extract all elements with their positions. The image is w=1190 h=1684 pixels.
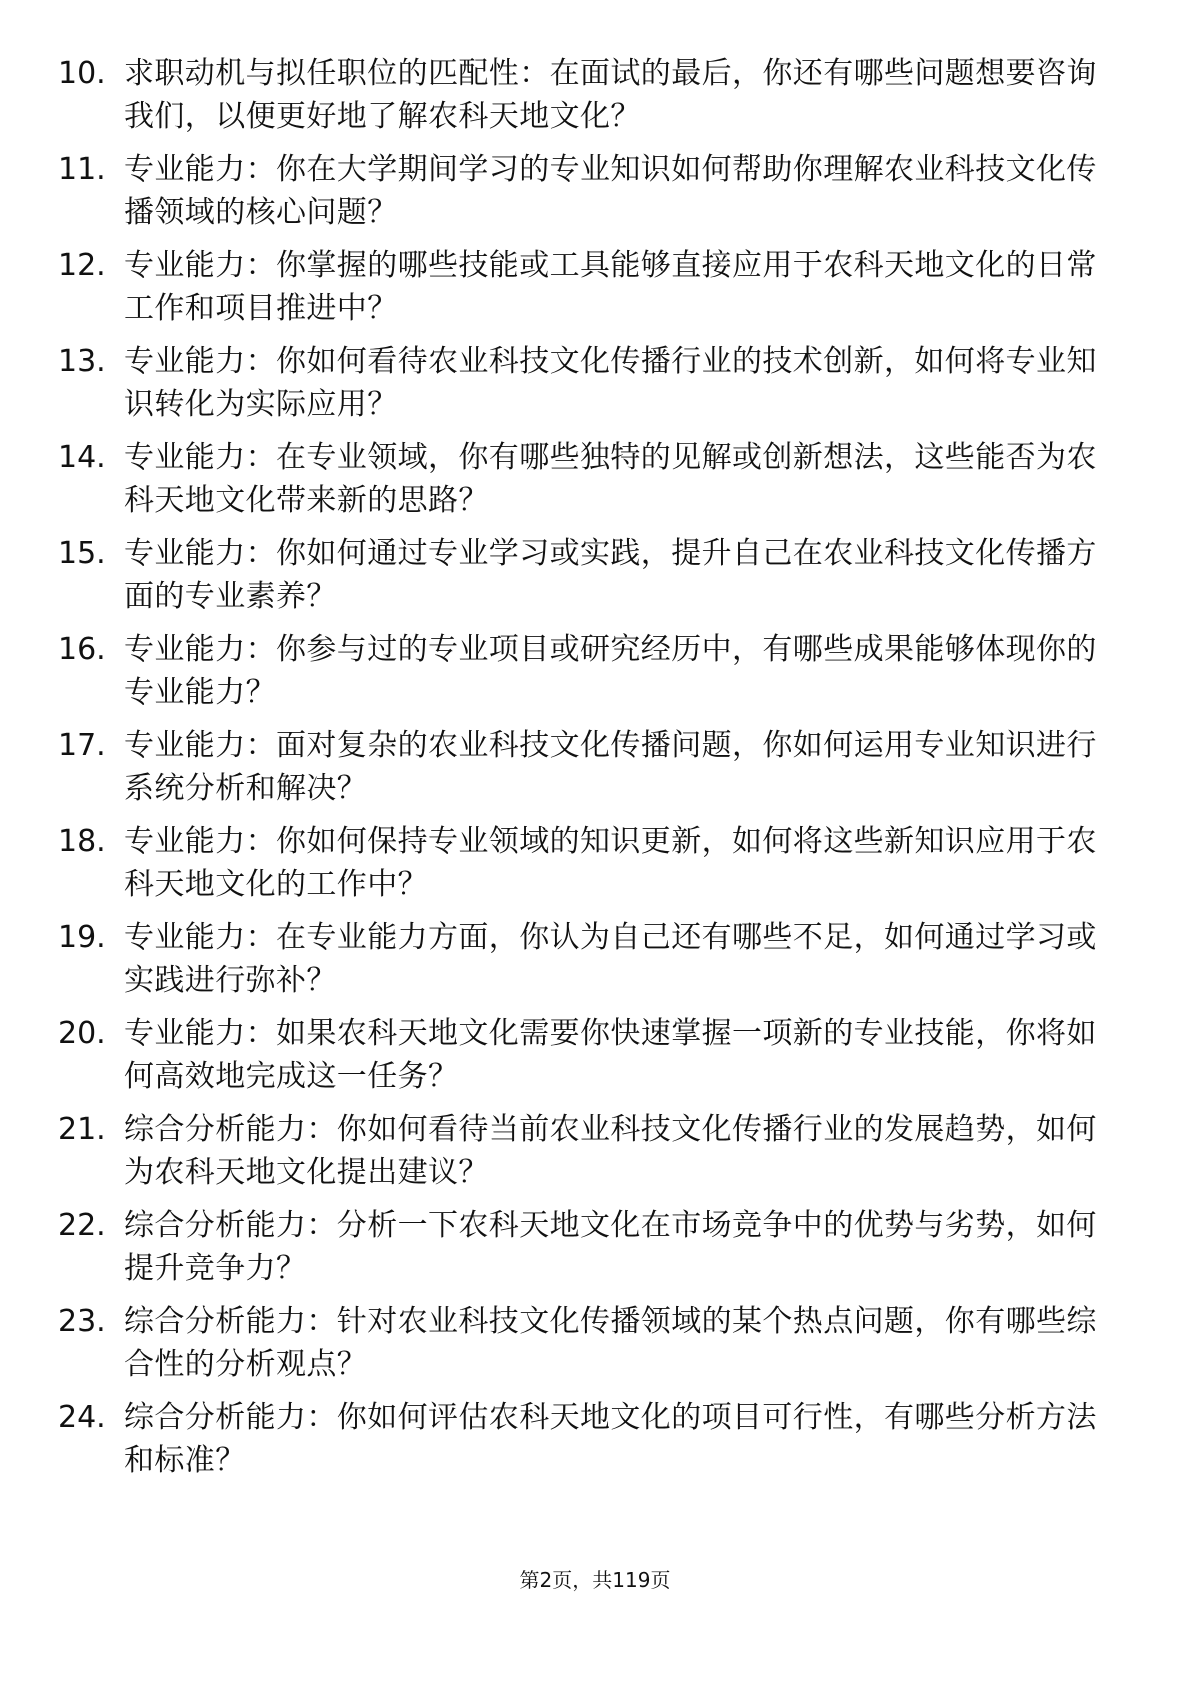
question-text: 专业能力：你掌握的哪些技能或工具能够直接应用于农科天地文化的日常工作和项目推进中？ (124, 248, 1097, 326)
question-item-24 (58, 1396, 1118, 1492)
question-number: 13. (58, 344, 106, 379)
question-item-16 (58, 628, 1118, 724)
question-item-18 (58, 820, 1118, 916)
question-text: 专业能力：你如何通过专业学习或实践，提升自己在农业科技文化传播方面的专业素养？ (124, 536, 1097, 614)
question-number: 15. (58, 536, 106, 571)
question-item-17 (58, 724, 1118, 820)
question-item-21 (58, 1108, 1118, 1204)
question-item-11 (58, 148, 1118, 244)
question-number: 17. (58, 728, 106, 763)
question-item-20 (58, 1012, 1118, 1108)
question-text: 专业能力：你在大学期间学习的专业知识如何帮助你理解农业科技文化传播领域的核心问题？ (124, 152, 1097, 230)
question-number: 21. (58, 1112, 106, 1147)
question-item-13 (58, 340, 1118, 436)
question-item-14 (58, 436, 1118, 532)
question-item-22 (58, 1204, 1118, 1300)
question-item-12 (58, 244, 1118, 340)
question-item-10 (58, 52, 1118, 148)
question-text: 求职动机与拟任职位的匹配性：在面试的最后，你还有哪些问题想要咨询我们，以便更好地了解农科天地文化？ (124, 56, 1097, 134)
question-number: 10. (58, 56, 106, 91)
question-number: 11. (58, 152, 106, 187)
question-text: 专业能力：在专业能力方面，你认为自己还有哪些不足，如何通过学习或实践进行弥补？ (124, 920, 1097, 998)
question-text: 专业能力：如果农科天地文化需要你快速掌握一项新的专业技能，你将如何高效地完成这一任务？ (124, 1016, 1097, 1094)
question-number: 24. (58, 1400, 106, 1435)
question-text: 专业能力：面对复杂的农业科技文化传播问题，你如何运用专业知识进行系统分析和解决？ (124, 728, 1097, 806)
question-item-15 (58, 532, 1118, 628)
question-number: 16. (58, 632, 106, 667)
question-number: 14. (58, 440, 106, 475)
question-number: 20. (58, 1016, 106, 1051)
question-text: 综合分析能力：针对农业科技文化传播领域的某个热点问题，你有哪些综合性的分析观点？ (124, 1304, 1097, 1382)
question-list (58, 52, 1118, 1492)
question-text: 专业能力：你参与过的专业项目或研究经历中，有哪些成果能够体现你的专业能力？ (124, 632, 1097, 710)
question-text: 综合分析能力：分析一下农科天地文化在市场竞争中的优势与劣势，如何提升竞争力？ (124, 1208, 1097, 1286)
question-number: 12. (58, 248, 106, 283)
question-item-19 (58, 916, 1118, 1012)
question-number: 18. (58, 824, 106, 859)
question-text: 专业能力：在专业领域，你有哪些独特的见解或创新想法，这些能否为农科天地文化带来新的思路？ (124, 440, 1097, 518)
question-item-23 (58, 1300, 1118, 1396)
question-text: 综合分析能力：你如何看待当前农业科技文化传播行业的发展趋势，如何为农科天地文化提出建议？ (124, 1112, 1097, 1190)
question-text: 专业能力：你如何保持专业领域的知识更新，如何将这些新知识应用于农科天地文化的工作中？ (124, 824, 1097, 902)
question-number: 22. (58, 1208, 106, 1243)
page-footer: 第2页，共119页 (519, 1568, 671, 1592)
question-number: 23. (58, 1304, 106, 1339)
question-text: 专业能力：你如何看待农业科技文化传播行业的技术创新，如何将专业知识转化为实际应用？ (124, 344, 1097, 422)
question-text: 综合分析能力：你如何评估农科天地文化的项目可行性，有哪些分析方法和标准？ (124, 1400, 1097, 1478)
question-number: 19. (58, 920, 106, 955)
